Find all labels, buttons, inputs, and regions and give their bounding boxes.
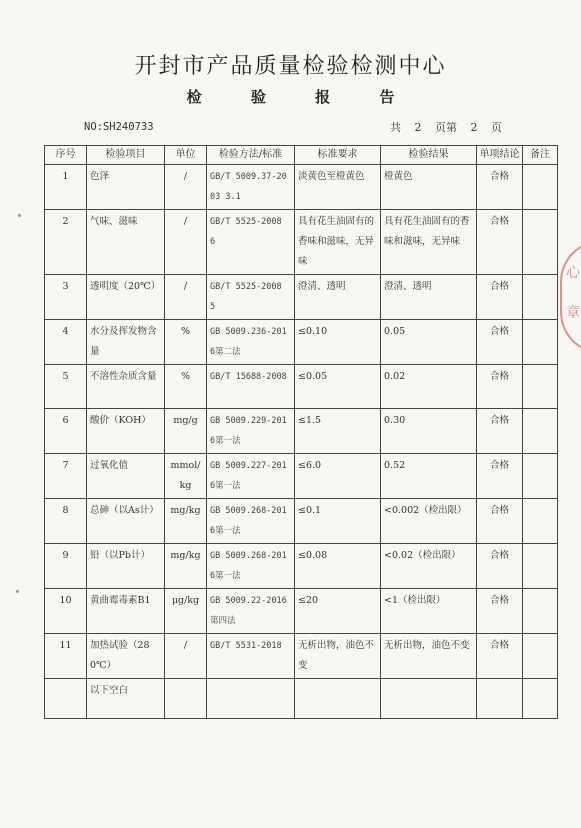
cell-method: GB 5009.268-2016第一法	[207, 499, 295, 544]
cell-conclusion: 合格	[477, 499, 523, 544]
header-result: 检验结果	[381, 146, 477, 165]
cell-item: 过氧化值	[87, 454, 165, 499]
cell-item: 色泽	[87, 165, 165, 210]
cell-no: 10	[45, 589, 87, 634]
cell-conclusion: 合格	[477, 634, 523, 679]
report-number: NO:SH240733	[84, 121, 154, 133]
cell-empty	[381, 679, 477, 719]
cell-conclusion: 合格	[477, 589, 523, 634]
cell-unit: mg/kg	[165, 544, 207, 589]
cell-item: 水分及挥发物含量	[87, 320, 165, 365]
table-row	[45, 165, 558, 210]
inspection-table	[44, 145, 558, 719]
cell-remark	[523, 320, 558, 365]
cell-unit: /	[165, 165, 207, 210]
cell-empty	[45, 679, 87, 719]
cell-no: 7	[45, 454, 87, 499]
cell-requirement: ≤0.05	[295, 365, 381, 409]
cell-result: <1（检出限）	[381, 589, 477, 634]
cell-empty	[523, 679, 558, 719]
table-header-row	[45, 146, 558, 165]
page-label: 页第	[435, 121, 457, 134]
cell-empty	[477, 679, 523, 719]
cell-no: 9	[45, 544, 87, 589]
cell-result: <0.002（检出限）	[381, 499, 477, 544]
cell-method: GB 5009.227-2016第一法	[207, 454, 295, 499]
cell-unit: %	[165, 320, 207, 365]
cell-method: GB 5009.229-2016第一法	[207, 409, 295, 454]
cell-requirement: 澄清、透明	[295, 275, 381, 320]
cell-no: 8	[45, 499, 87, 544]
cell-method: GB/T 5525-2008 5	[207, 275, 295, 320]
official-stamp	[560, 240, 581, 354]
cell-remark	[523, 499, 558, 544]
cell-unit: /	[165, 275, 207, 320]
cell-empty	[207, 679, 295, 719]
cell-requirement: ≤0.10	[295, 320, 381, 365]
cell-requirement: ≤0.08	[295, 544, 381, 589]
cell-method: GB/T 15688-2008	[207, 365, 295, 409]
cell-conclusion: 合格	[477, 454, 523, 499]
end-note-row	[45, 679, 558, 719]
current-page: 2	[470, 121, 478, 134]
cell-no: 6	[45, 409, 87, 454]
total-label: 共	[390, 121, 401, 134]
table-row	[45, 365, 558, 409]
cell-requirement: 无析出物，油色不变	[295, 634, 381, 679]
cell-unit: mg/g	[165, 409, 207, 454]
cell-item: 铅（以Pb计）	[87, 544, 165, 589]
cell-item: 黄曲霉毒素B1	[87, 589, 165, 634]
header-requirement: 标准要求	[295, 146, 381, 165]
cell-remark	[523, 165, 558, 210]
cell-requirement: 淡黄色至橙黄色	[295, 165, 381, 210]
cell-conclusion: 合格	[477, 365, 523, 409]
cell-item: 总砷（以As计）	[87, 499, 165, 544]
header-remark: 备注	[523, 146, 558, 165]
cell-remark	[523, 589, 558, 634]
cell-item: 不溶性杂质含量	[87, 365, 165, 409]
cell-unit: mg/kg	[165, 499, 207, 544]
cell-result: 0.02	[381, 365, 477, 409]
cell-result: 澄清、透明	[381, 275, 477, 320]
cell-no: 11	[45, 634, 87, 679]
scan-speck	[18, 214, 21, 217]
cell-unit: mmol/kg	[165, 454, 207, 499]
cell-unit: μg/kg	[165, 589, 207, 634]
cell-method: GB 5009.22-2016第四法	[207, 589, 295, 634]
cell-item: 透明度（20℃）	[87, 275, 165, 320]
scan-speck	[16, 590, 19, 593]
organization-name: 开封市产品质量检验检测中心	[134, 54, 447, 79]
cell-result: 橙黄色	[381, 165, 477, 210]
cell-no: 4	[45, 320, 87, 365]
cell-conclusion: 合格	[477, 409, 523, 454]
total-pages: 2	[414, 121, 422, 134]
cell-no: 1	[45, 165, 87, 210]
cell-item: 加热试验（280℃）	[87, 634, 165, 679]
cell-requirement: ≤1.5	[295, 409, 381, 454]
header-no: 序号	[45, 146, 87, 165]
cell-conclusion: 合格	[477, 165, 523, 210]
cell-result: 0.52	[381, 454, 477, 499]
cell-empty	[165, 679, 207, 719]
cell-result: 无析出物，油色不变	[381, 634, 477, 679]
stamp-char: 章	[566, 305, 580, 321]
cell-method: GB/T 5009.37-2003 3.1	[207, 165, 295, 210]
cell-no: 2	[45, 210, 87, 275]
cell-result: <0.02（检出限）	[381, 544, 477, 589]
cell-result: 具有花生油固有的香味和滋味，无异味	[381, 210, 477, 275]
cell-item: 气味、滋味	[87, 210, 165, 275]
cell-remark	[523, 210, 558, 275]
cell-remark	[523, 409, 558, 454]
cell-item: 酸价（KOH）	[87, 409, 165, 454]
cell-method: GB 5009.236-2016第二法	[207, 320, 295, 365]
cell-empty	[295, 679, 381, 719]
table-row	[45, 409, 558, 454]
cell-conclusion: 合格	[477, 544, 523, 589]
cell-method: GB/T 5525-2008 6	[207, 210, 295, 275]
cell-conclusion: 合格	[477, 320, 523, 365]
table-row	[45, 634, 558, 679]
table-row	[45, 320, 558, 365]
cell-remark	[523, 454, 558, 499]
cell-no: 5	[45, 365, 87, 409]
cell-remark	[523, 275, 558, 320]
cell-remark	[523, 634, 558, 679]
cell-method: GB/T 5531-2018	[207, 634, 295, 679]
table-row	[45, 499, 558, 544]
cell-no: 3	[45, 275, 87, 320]
table-row	[45, 589, 558, 634]
cell-remark	[523, 365, 558, 409]
cell-conclusion: 合格	[477, 275, 523, 320]
stamp-char: 心	[566, 265, 580, 281]
cell-conclusion: 合格	[477, 210, 523, 275]
page-suffix: 页	[491, 121, 502, 134]
header-unit: 单位	[165, 146, 207, 165]
cell-requirement: ≤6.0	[295, 454, 381, 499]
cell-requirement: ≤0.1	[295, 499, 381, 544]
cell-requirement: ≤20	[295, 589, 381, 634]
header-method: 检验方法/标准	[207, 146, 295, 165]
table-row	[45, 210, 558, 275]
table-row	[45, 544, 558, 589]
table-row	[45, 275, 558, 320]
cell-unit: %	[165, 365, 207, 409]
cell-method: GB 5009.268-2016第一法	[207, 544, 295, 589]
cell-unit: /	[165, 634, 207, 679]
cell-result: 0.30	[381, 409, 477, 454]
page-info	[390, 119, 512, 135]
cell-result: 0.05	[381, 320, 477, 365]
table-row	[45, 454, 558, 499]
end-note: 以下空白	[87, 679, 165, 719]
report-title: 检 验 报 告	[186, 88, 417, 106]
cell-remark	[523, 544, 558, 589]
cell-requirement: 具有花生油固有的香味和滋味，无异味	[295, 210, 381, 275]
cell-unit: /	[165, 210, 207, 275]
header-conclusion: 单项结论	[477, 146, 523, 165]
header-item: 检验项目	[87, 146, 165, 165]
